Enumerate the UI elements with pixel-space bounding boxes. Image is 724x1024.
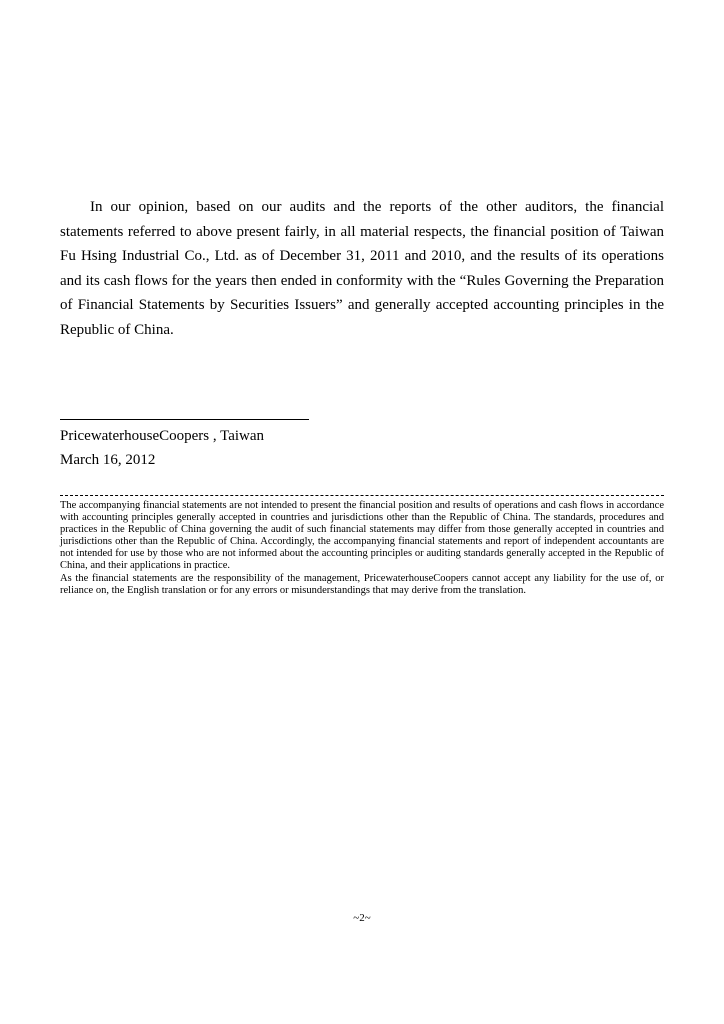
page-number: ~2~ bbox=[353, 912, 371, 924]
disclaimer-paragraph-1: The accompanying financial statements are not intended to present the financial position and results of operations and cash flows in accordance with accounting principles generally accepted in countries and jurisdictions other than the Republic of China. The standards, procedures and practices in the Republic of China governing the audit of such financial statements may differ from those generally accepted in countries and jurisdictions other than the Republic of China. Accordingly, the accompanying financial statements and report of independent accountants are not intended for use by those who are not informed about the accounting principles or auditing standards generally accepted in the Republic of China, and their applications in practice. bbox=[60, 500, 664, 572]
disclaimer-note bbox=[60, 500, 664, 597]
report-date: March 16, 2012 bbox=[60, 452, 156, 468]
disclaimer-paragraph-2: As the financial statements are the responsibility of the management, PricewaterhouseCoopers cannot accept any liability for the use of, or reliance on, the English translation or for any errors or misunderstandings that may derive from the translation. bbox=[60, 572, 664, 596]
dashed-divider bbox=[60, 495, 664, 496]
signature-line bbox=[60, 419, 309, 420]
firm-name: PricewaterhouseCoopers , Taiwan bbox=[60, 428, 265, 444]
opinion-paragraph: In our opinion, based on our audits and the reports of the other auditors, the financial statements referred to above present fairly, in all material respects, the financial position of Taiwan Fu Hsing Industrial Co., Ltd. as of December 31, 2011 and 2010, and the results of its operations and its cash flows for the years then ended in conformity with the “Rules Governing the Preparation of Financial Statements by Securities Issuers” and generally accepted accounting principles in the Republic of China. bbox=[60, 199, 664, 338]
